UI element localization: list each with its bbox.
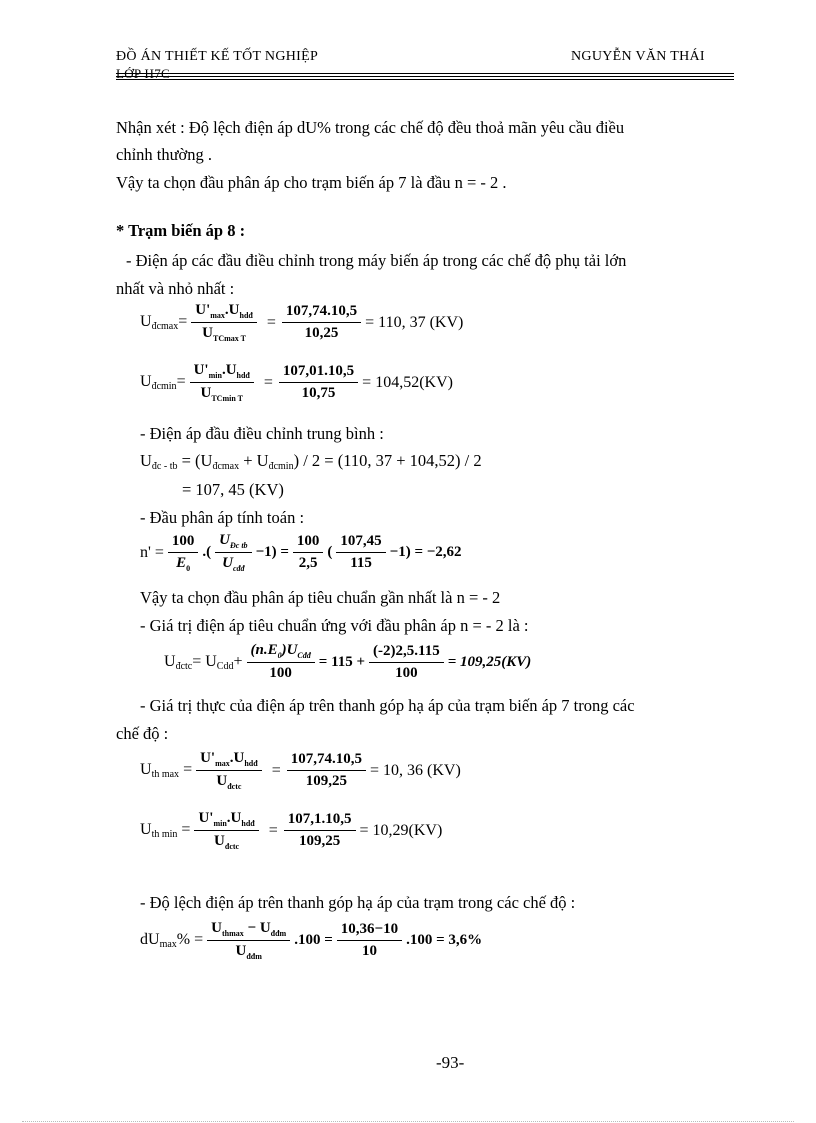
- header-rule-3: [116, 79, 734, 80]
- equation-tap-position: n' = $\frac{100}{E_0}$ .( $\frac{U_{Đc tb}}{U_{cđđ}}$ −1) = $\frac{100}{2,5}$ ( $\frac{107,45}{115}$ −1) = −2,62: [140, 532, 462, 573]
- section-heading: * Trạm biến áp 8 :: [116, 221, 246, 240]
- average-voltage-formula: $U_{đc - tb} = (U_{đcmax} + U_{đcmin}) / 2 = (110$, 37 + 104,52) / 2: [140, 451, 482, 472]
- para-choice: Vậy ta chọn đầu phân áp cho trạm biến áp 7 là đầu n = - 2 .: [116, 173, 507, 192]
- header-class: LỚP H7C: [116, 66, 170, 81]
- bullet-tap-voltage: - Điện áp các đầu điều chỉnh trong máy biến áp trong các chế độ phụ tải lớn: [126, 251, 627, 270]
- bullet-tap-voltage-cont: nhất và nhỏ nhất :: [116, 279, 235, 298]
- conclusion-tap: Vậy ta chọn đầu phân áp tiêu chuẩn gần nhất là n = - 2: [140, 588, 501, 607]
- header-rule-1: [116, 73, 734, 74]
- bullet-standard-voltage: - Giá trị điện áp tiêu chuẩn ứng với đầu phân áp n = - 2 là :: [140, 616, 529, 635]
- bullet-average-voltage: - Điện áp đầu điều chỉnh trung bình :: [140, 424, 384, 443]
- equation-udc-min: $U_{đcmin}=$ $\frac{U'_{min}.U_{hdđ}}{U_{TCmin T}}$ = $\frac{107,01.10,5}{10,75}$ = 104,52(KV): [140, 362, 453, 403]
- bullet-actual-voltage: - Giá trị thực của điện áp trên thanh góp hạ áp của trạm biến áp 7 trong các: [140, 696, 635, 715]
- bullet-voltage-deviation: - Độ lệch điện áp trên thanh góp hạ áp của trạm trong các chế độ :: [140, 893, 576, 912]
- header-rule-2: [116, 76, 734, 77]
- header-right: NGUYỄN VĂN THÁI: [571, 49, 705, 64]
- bullet-tap-calc: - Đầu phân áp tính toán :: [140, 508, 305, 527]
- bullet-actual-voltage-cont: chế độ :: [116, 724, 169, 743]
- para-remark: Nhận xét : Độ lệch điện áp dU% trong các chế độ đều thoả mãn yêu cầu điều: [116, 118, 625, 137]
- page-bottom-border: [22, 1121, 794, 1122]
- equation-uth-min: $U_{th min}$ = $\frac{U'_{min}.U_{hdđ}}{U_{đctc}}$ = $\frac{107,1.10,5}{109,25}$ = 10,29(KV): [140, 810, 443, 851]
- equation-standard-voltage: $U_{đctc}= U_{Cdd}+$ $\frac{(n.E_0)U_{Cđđ}}{100}$ = 115 + $\frac{(-2)2,5.115}{100}$ = 109,25(KV): [164, 642, 532, 681]
- header-left: ĐỒ ÁN THIẾT KẾ TỐT NGHIỆP: [116, 49, 319, 64]
- equation-udc-max: $U_{đcmax}=$ $\frac{U'_{max}.U_{hdđ}}{U_{TCmax T}}$ = $\frac{107,74.10,5}{10,25}$ = 110, 37 (KV): [140, 302, 464, 343]
- equation-du-max: $dU_{max}\%$ = $\frac{U_{thmax} - U_{đđm}}{U_{đđm}}$ .100 = $\frac{10,36-10}{10}$ .100 = 3,6%: [140, 920, 483, 961]
- equation-uth-max: $U_{th max}$ = $\frac{U'_{max}.U_{hdđ}}{U_{đctc}}$ = $\frac{107,74.10,5}{109,25}$ = 10, 36 (KV): [140, 750, 461, 791]
- para-remark-cont: chỉnh thường .: [116, 145, 213, 164]
- page-number: -93-: [436, 1053, 465, 1072]
- average-voltage-result: = 107, 45 (KV): [182, 480, 284, 499]
